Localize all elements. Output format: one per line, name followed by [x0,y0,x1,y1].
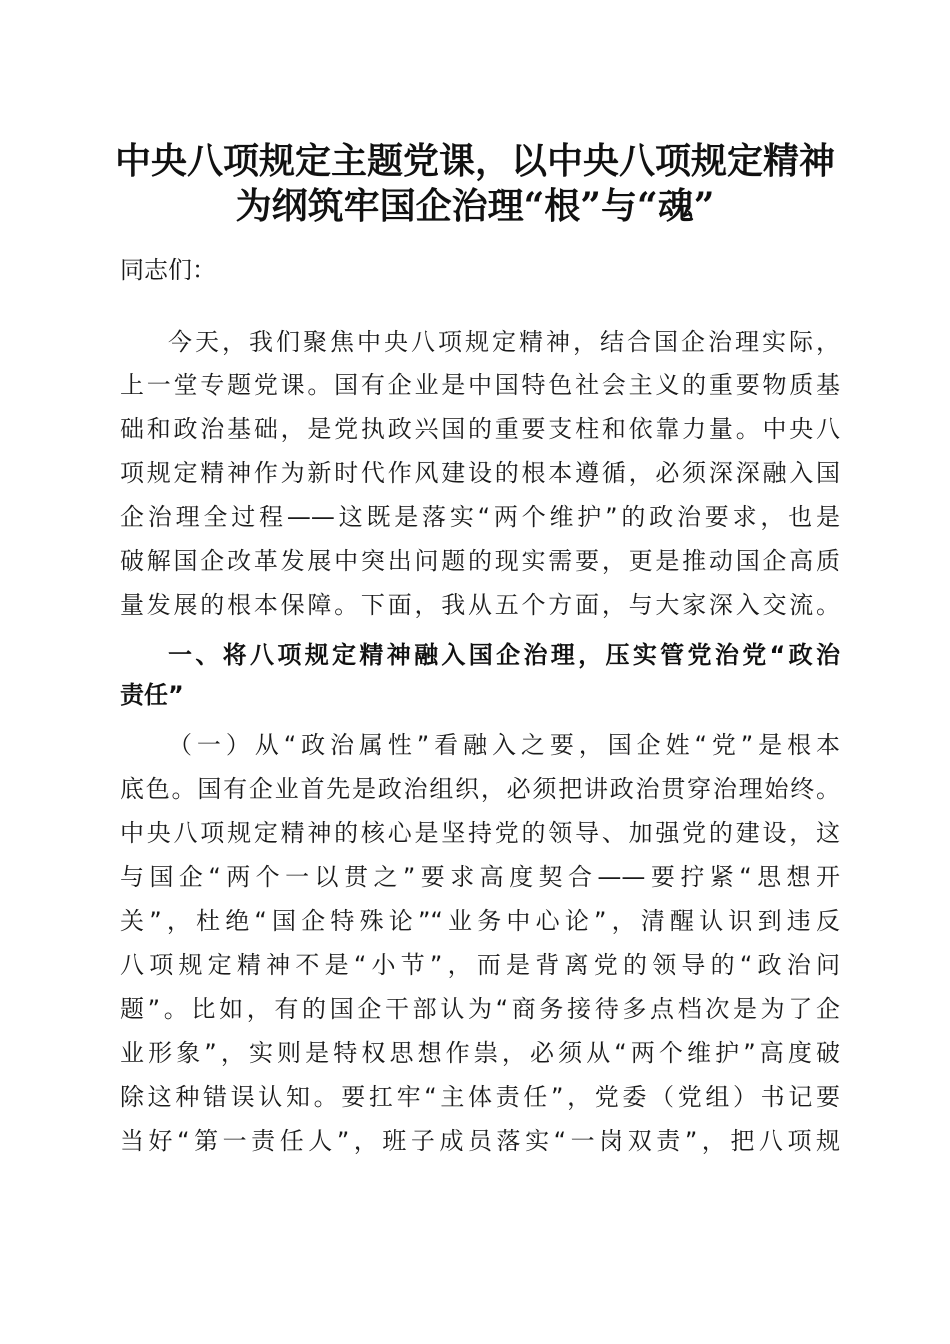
paragraph-line: 项规定精神作为新时代作风建设的根本遵循，必须深深融入国 [120,459,840,487]
document-title-line-1: 中央八项规定主题党课，以中央八项规定精神 [114,140,835,182]
paragraph-line: 今天，我们聚焦中央八项规定精神，结合国企治理实际， [168,328,840,356]
paragraph-line: 破解国企改革发展中突出问题的现实需要，更是推动国企高质 [120,547,840,575]
paragraph-line: 业形象”，实则是特权思想作祟，必须从“两个维护”高度破 [120,1039,840,1067]
paragraph-line: 企治理全过程——这既是落实“两个维护”的政治要求，也是 [120,503,840,531]
paragraph-line: 底色。国有企业首先是政治组织，必须把讲政治贯穿治理始终。 [120,775,840,803]
section-heading-line: 一、将八项规定精神融入国企治理，压实管党治党“政治 [168,641,840,669]
document-title-line-2: 为纲筑牢国企治理“根”与“魂” [235,185,715,227]
paragraph-line: 上一堂专题党课。国有企业是中国特色社会主义的重要物质基 [120,371,840,399]
paragraph-line: 除这种错误认知。要扛牢“主体责任”，党委（党组）书记要 [120,1083,840,1111]
paragraph-line: 础和政治基础，是党执政兴国的重要支柱和依靠力量。中央八 [120,415,840,443]
section-heading-line: 责任” [120,681,184,709]
paragraph-line: 题”。比如，有的国企干部认为“商务接待多点档次是为了企 [120,995,840,1023]
paragraph-line: 与国企“两个一以贯之”要求高度契合——要拧紧“思想开 [120,863,840,891]
paragraph-line: 中央八项规定精神的核心是坚持党的领导、加强党的建设，这 [120,819,840,847]
paragraph-line: 当好“第一责任人”，班子成员落实“一岗双责”，把八项规 [120,1127,840,1155]
paragraph-line: （一）从“政治属性”看融入之要，国企姓“党”是根本 [168,731,840,759]
paragraph-line: 量发展的根本保障。下面，我从五个方面，与大家深入交流。 [120,591,840,619]
paragraph-line: 关”，杜绝“国企特殊论”“业务中心论”，清醒认识到违反 [120,907,840,935]
paragraph-line: 八项规定精神不是“小节”，而是背离党的领导的“政治问 [120,951,840,979]
salutation: 同志们： [120,256,216,284]
